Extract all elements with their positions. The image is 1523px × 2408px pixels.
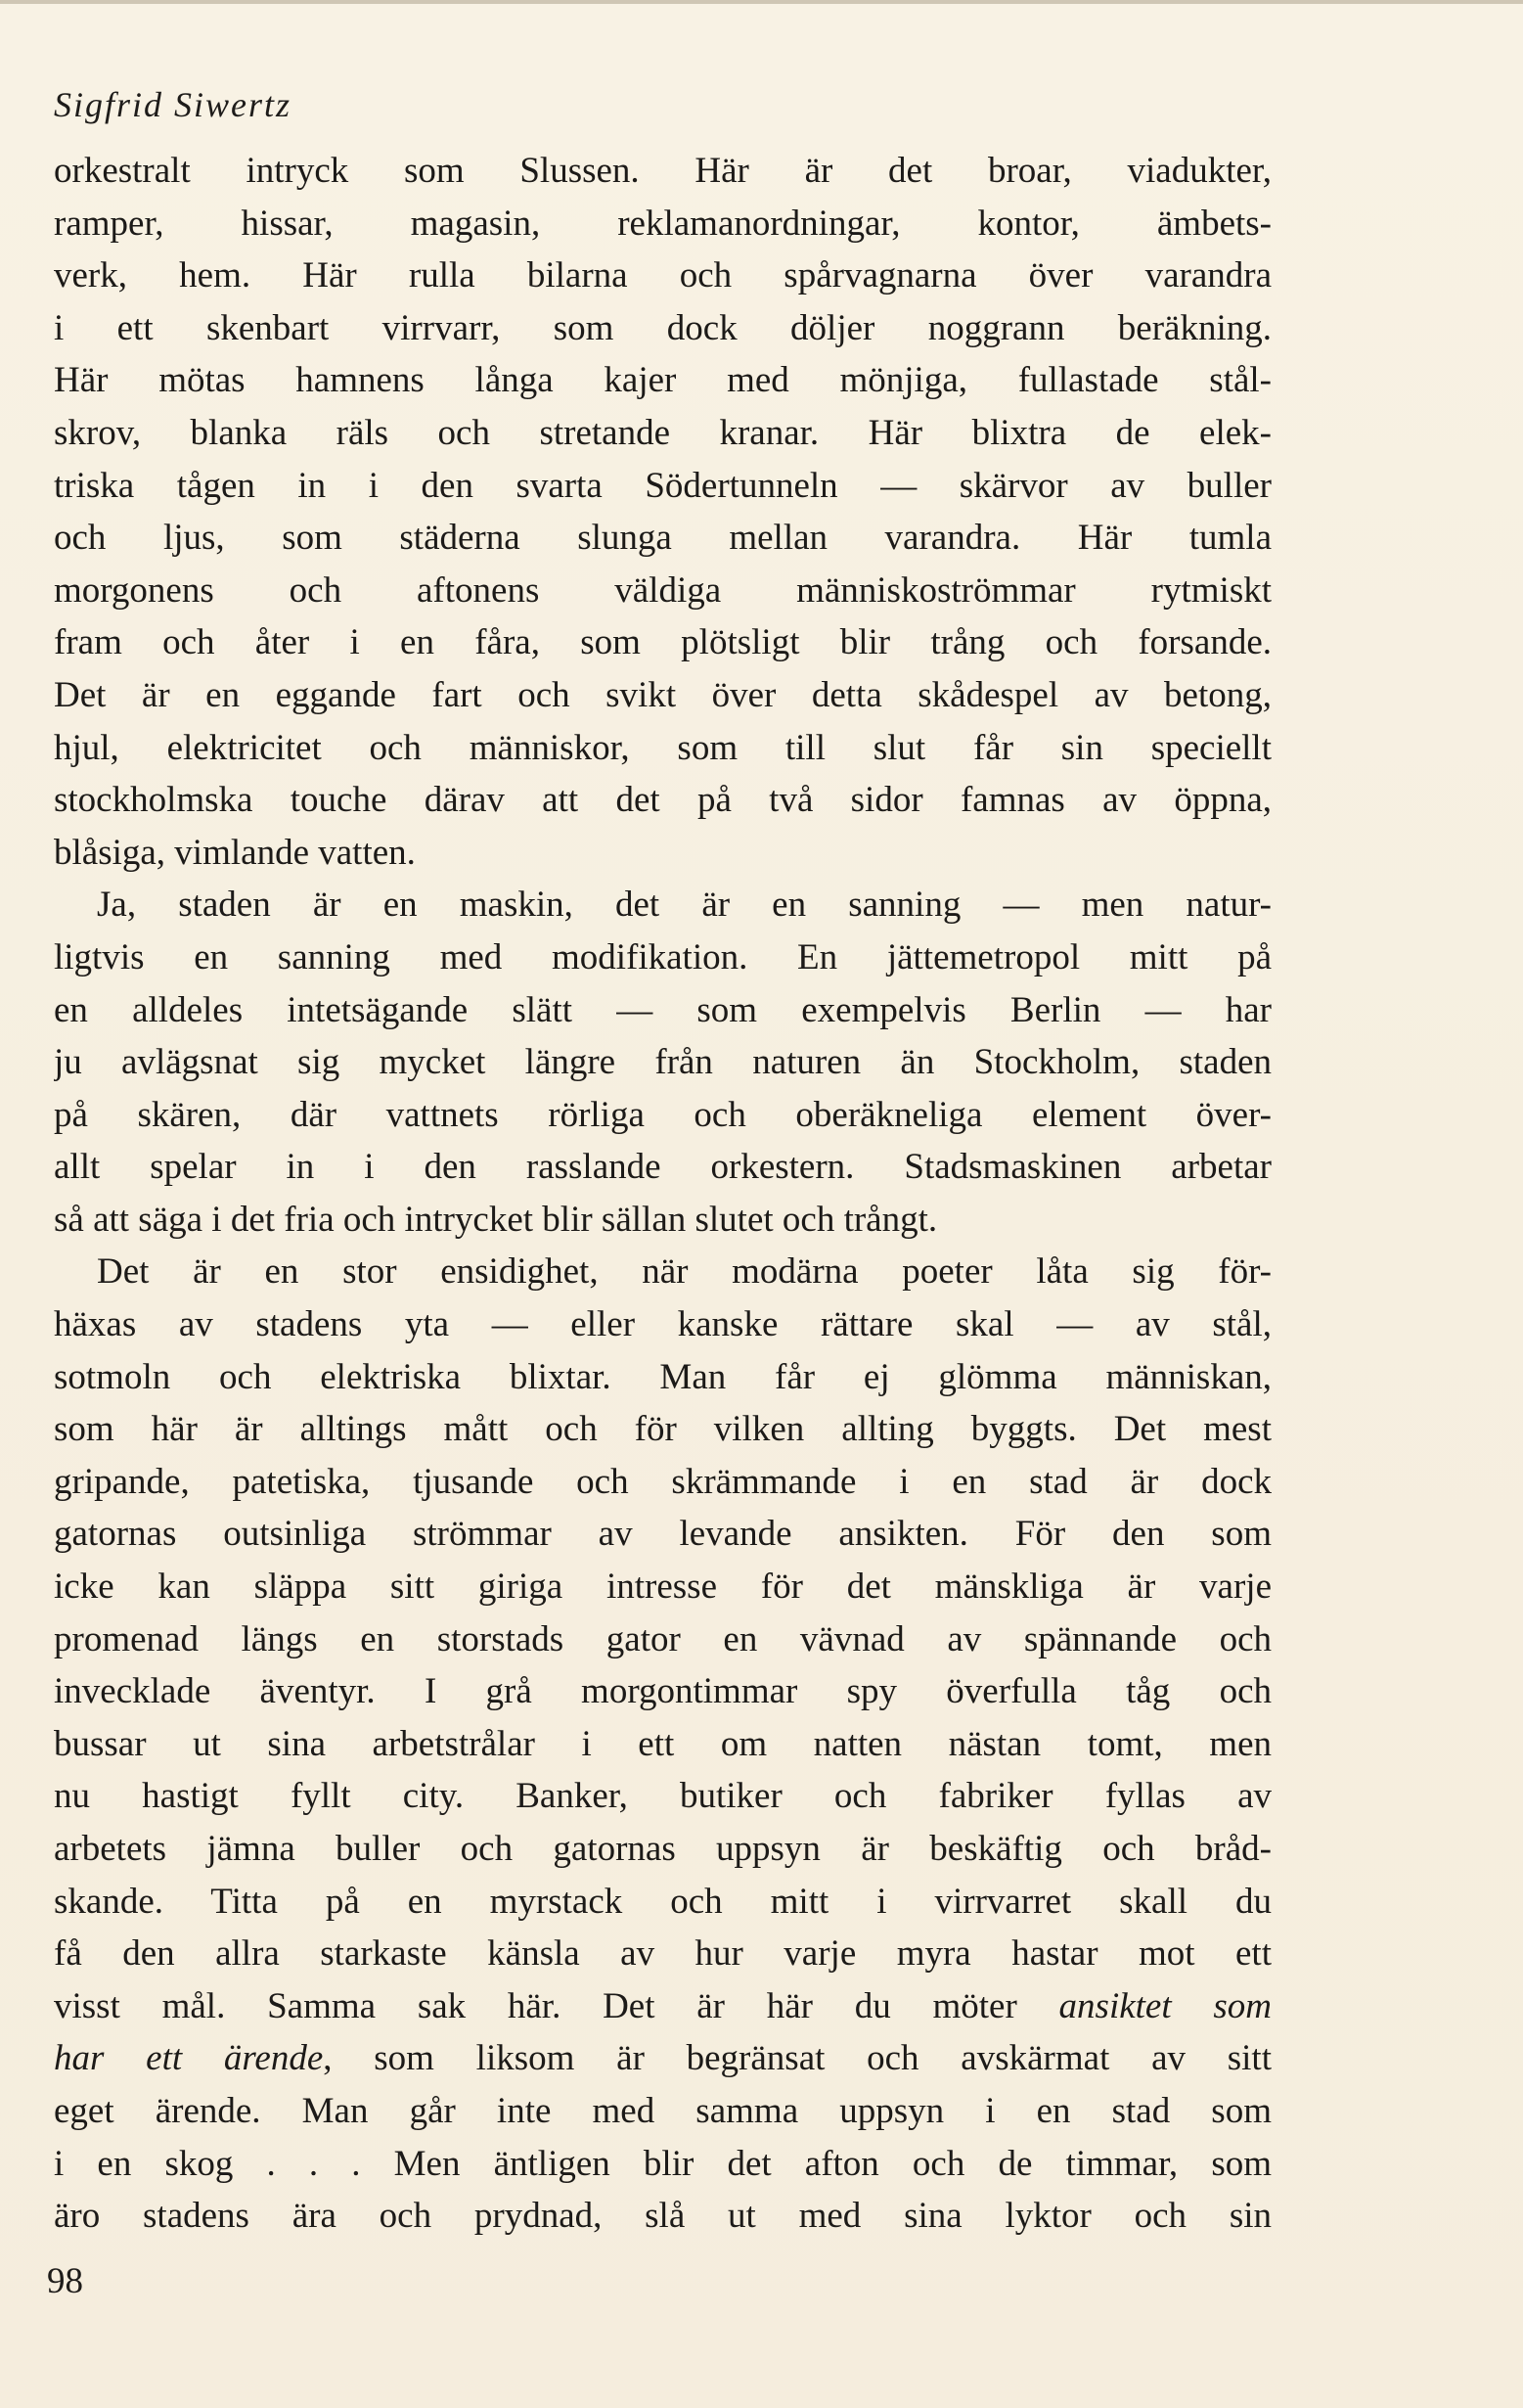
text-line: i en skog . . . Men äntligen blir det afton och de timmar, som <box>54 2143 1272 2184</box>
body-text <box>54 145 1272 2243</box>
text-line: på skären, där vattnets rörliga och oberäkneliga element över- <box>54 1094 1272 1135</box>
text-line: blåsiga, vimlande vatten. <box>54 832 416 873</box>
text-line: triska tågen in i den svarta Södertunneln — skärvor av buller <box>54 465 1272 506</box>
text-line: så att säga i det fria och intrycket blir sällan slutet och trångt. <box>54 1199 938 1240</box>
text-line: stockholmska touche därav att det på två sidor famnas av öppna, <box>54 780 1272 821</box>
text-line: ramper, hissar, magasin, reklamanordningar, kontor, ämbets- <box>54 203 1272 244</box>
text-line: eget ärende. Man går inte med samma uppsyn i en stad som <box>54 2090 1272 2131</box>
text-line: få den allra starkaste känsla av hur varje myra hastar mot ett <box>54 1933 1272 1975</box>
text-line: gripande, patetiska, tjusande och skrämmande i en stad är dock <box>54 1461 1272 1502</box>
text-line: Det är en stor ensidighet, när modärna poeter låta sig för- <box>97 1251 1272 1293</box>
text-line: allt spelar in i den rasslande orkestern. Stadsmaskinen arbetar <box>54 1147 1272 1188</box>
text-line <box>54 2032 1272 2085</box>
text-line: promenad längs en storstads gator en vävnad av spännande och <box>54 1618 1272 1659</box>
text-line: verk, hem. Här rulla bilarna och spårvagnarna över varandra <box>54 255 1272 296</box>
page-number: 98 <box>47 2261 83 2301</box>
text-line: en alldeles intetsägande slätt — som exempelvis Berlin — har <box>54 989 1272 1030</box>
text-line: gatornas outsinliga strömmar av levande ansikten. För den som <box>54 1514 1272 1555</box>
text-line: hjul, elektricitet och människor, som till slut får sin speciellt <box>54 727 1272 768</box>
text-line: i ett skenbart virrvarr, som dock döljer noggrann beräkning. <box>54 307 1272 348</box>
italic-phrase: ansiktet som <box>1058 1985 1272 2026</box>
page-top-edge <box>0 0 1523 4</box>
text-line: ju avlägsnat sig mycket längre från naturen än Stockholm, staden <box>54 1042 1272 1083</box>
text-line: orkestralt intryck som Slussen. Här är det broar, viadukter, <box>54 151 1272 191</box>
text-line: arbetets jämna buller och gatornas uppsyn är beskäftig och bråd- <box>54 1829 1272 1869</box>
text-run: visst mål. Samma sak här. Det är här du möter <box>54 1985 1017 2026</box>
text-line: invecklade äventyr. I grå morgontimmar spy överfulla tåg och <box>54 1671 1272 1712</box>
text-line: fram och åter i en fåra, som plötsligt blir trång och forsande. <box>54 622 1272 663</box>
text-run: , som liksom är begränsat och avskärmat av sitt <box>323 2038 1272 2079</box>
text-line: Här mötas hamnens långa kajer med mönjiga, fullastade stål- <box>54 360 1272 401</box>
text-line: Det är en eggande fart och svikt över detta skådespel av betong, <box>54 674 1272 715</box>
text-line: sotmoln och elektriska blixtar. Man får ej glömma människan, <box>54 1356 1272 1397</box>
text-line: som här är alltings mått och för vilken allting byggts. Det mest <box>54 1409 1272 1450</box>
text-line <box>54 1980 1272 2033</box>
text-line: icke kan släppa sitt giriga intresse för det mänskliga är varje <box>54 1567 1272 1608</box>
text-line: och ljus, som städerna slunga mellan varandra. Här tumla <box>54 518 1272 559</box>
text-line: morgonens och aftonens väldiga människoströmmar rytmiskt <box>54 569 1272 611</box>
text-line: skrov, blanka räls och stretande kranar. Här blixtra de elek- <box>54 412 1272 453</box>
running-head-author: Sigfrid Siwertz <box>54 85 292 124</box>
text-line: Ja, staden är en maskin, det är en sanning — men natur- <box>97 885 1272 926</box>
italic-phrase: har ett ärende <box>54 2038 324 2079</box>
text-line: äro stadens ära och prydnad, slå ut med sina lyktor och sin <box>54 2196 1272 2237</box>
text-line: bussar ut sina arbetstrålar i ett om natten nästan tomt, men <box>54 1723 1272 1764</box>
text-line: nu hastigt fyllt city. Banker, butiker och fabriker fyllas av <box>54 1776 1272 1817</box>
text-line: häxas av stadens yta — eller kanske rättare skal — av stål, <box>54 1304 1272 1345</box>
text-line: ligtvis en sanning med modifikation. En jättemetropol mitt på <box>54 936 1272 977</box>
text-line: skande. Titta på en myrstack och mitt i virrvarret skall du <box>54 1881 1272 1922</box>
